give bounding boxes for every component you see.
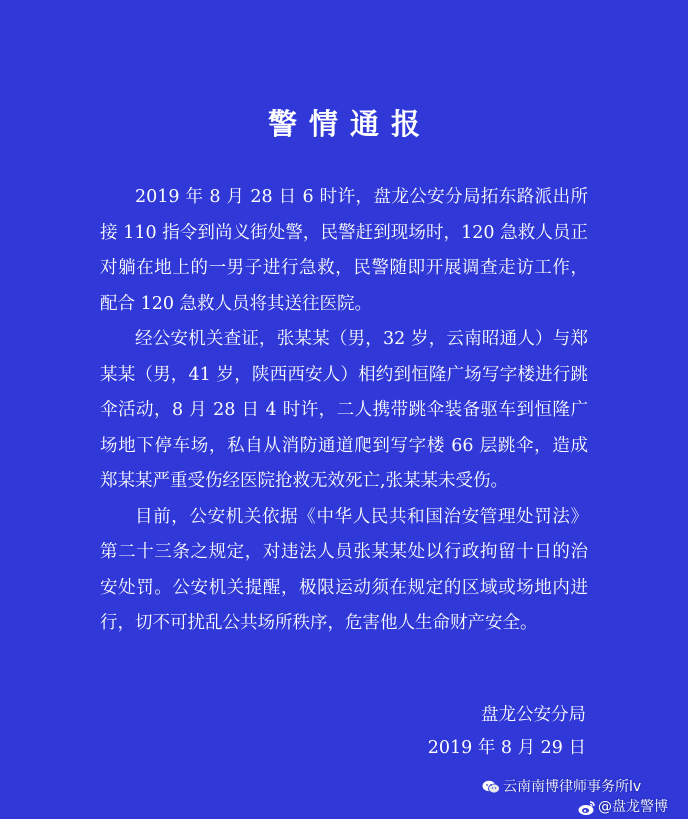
- notice-paragraph: 经公安机关查证，张某某（男，32 岁，云南昭通人）与郑某某（男，41 岁，陕西西安人）相约到恒隆广场写字楼进行跳伞活动，8 月 28 日 4 时许，二人携带跳伞装备驱车到恒隆广场地下停车场，私自从消防通道爬到写字楼 66 层跳伞，造成郑某某严重受伤经医院抢救无效死亡,张某某未受伤。: [100, 329, 588, 491]
- watermark: [482, 776, 688, 819]
- signature-date: 2019 年 8 月 29 日: [427, 738, 586, 758]
- wechat-icon: [482, 780, 500, 794]
- signature-org: 盘龙公安分局: [481, 705, 586, 725]
- weibo-account-label: @盘龙警博: [598, 799, 668, 815]
- notice-paragraph: 目前，公安机关依据《中华人民共和国治安管理处罚法》第二十三条之规定，对违法人员张某某处以行政拘留十日的治安处罚。公安机关提醒，极限运动须在规定的区域或场地内进行，切不可扰乱公共场所秩序，危害他人生命财产安全。: [100, 506, 588, 633]
- notice-title: 警情通报: [267, 107, 432, 141]
- notice-body: [100, 180, 588, 642]
- weibo-icon: [578, 800, 596, 816]
- notice-paragraph: 2019 年 8 月 28 日 6 时许，盘龙公安分局拓东路派出所接 110 指令到尚义街处警，民警赶到现场时，120 急救人员正对躺在地上的一男子进行急救，民警随即开展调查走访工作，配合 120 急救人员将其送往医院。: [100, 187, 588, 314]
- wechat-account-label: 云南南博律师事务所lv: [503, 779, 642, 795]
